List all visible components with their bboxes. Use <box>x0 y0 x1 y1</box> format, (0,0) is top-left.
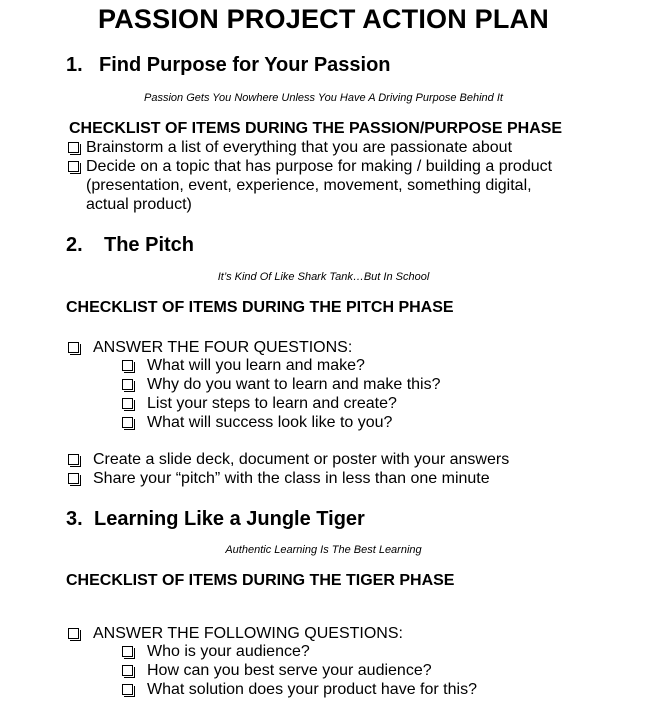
question-item: What will you learn and make? <box>147 357 365 374</box>
checklist-item: Brainstorm a list of everything that you are passionate about <box>86 139 513 156</box>
section-1-checklist-title: CHECKLIST OF ITEMS DURING THE PASSION/PURPOSE PHASE <box>69 120 563 137</box>
checkbox[interactable] <box>68 628 79 639</box>
checkbox[interactable] <box>122 398 133 409</box>
checkbox[interactable] <box>122 379 133 390</box>
question-item: How can you best serve your audience? <box>147 662 432 679</box>
section-3-tagline: Authentic Learning Is The Best Learning <box>225 544 422 556</box>
section-3-number: 3. <box>66 508 83 530</box>
checklist-item-continued: (presentation, event, experience, movement, something digital, <box>86 177 532 194</box>
question-item: What solution does your product have for this? <box>147 681 477 698</box>
section-3-heading: Learning Like a Jungle Tiger <box>94 508 365 530</box>
section-2-heading: The Pitch <box>104 234 195 256</box>
questions-label: ANSWER THE FOUR QUESTIONS: <box>93 339 353 356</box>
section-2-checklist-title: CHECKLIST OF ITEMS DURING THE PITCH PHASE <box>66 299 454 316</box>
checkbox[interactable] <box>68 161 79 172</box>
section-1-heading: Find Purpose for Your Passion <box>99 54 391 76</box>
question-item: Who is your audience? <box>147 643 310 660</box>
checkbox[interactable] <box>122 360 133 371</box>
question-item: Why do you want to learn and make this? <box>147 376 441 393</box>
checkbox[interactable] <box>68 142 79 153</box>
section-2-number: 2. <box>66 234 83 256</box>
checkbox[interactable] <box>122 684 133 695</box>
checklist-item-continued: actual product) <box>86 196 192 213</box>
question-item: List your steps to learn and create? <box>147 395 397 412</box>
checkbox[interactable] <box>68 454 79 465</box>
question-item: What will success look like to you? <box>147 414 393 431</box>
checklist-item: Share your “pitch” with the class in less than one minute <box>93 470 490 487</box>
checkbox[interactable] <box>68 473 79 484</box>
questions-label: ANSWER THE FOLLOWING QUESTIONS: <box>93 625 403 642</box>
checkbox[interactable] <box>122 417 133 428</box>
page-title: PASSION PROJECT ACTION PLAN <box>98 4 549 34</box>
checkbox[interactable] <box>122 665 133 676</box>
section-3-checklist-title: CHECKLIST OF ITEMS DURING THE TIGER PHASE <box>66 572 455 589</box>
checklist-item: Create a slide deck, document or poster with your answers <box>93 451 510 468</box>
section-1-number: 1. <box>66 54 83 76</box>
checklist-item: Decide on a topic that has purpose for making / building a product <box>86 158 553 175</box>
section-1-tagline: Passion Gets You Nowhere Unless You Have A Driving Purpose Behind It <box>144 92 503 104</box>
section-2-tagline: It’s Kind Of Like Shark Tank…But In School <box>217 271 430 283</box>
checkbox[interactable] <box>122 646 133 657</box>
checkbox[interactable] <box>68 342 79 353</box>
